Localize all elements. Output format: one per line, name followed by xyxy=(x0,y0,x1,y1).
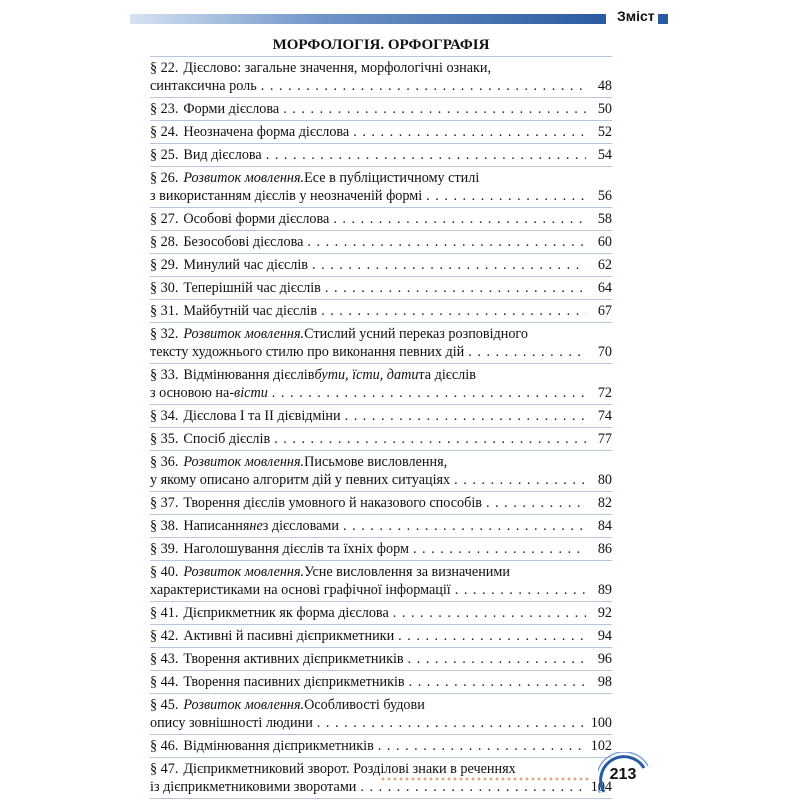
toc-entry-text: Майбутній час дієслів xyxy=(183,303,318,319)
toc-leader-dots xyxy=(345,407,586,425)
toc-entry-line xyxy=(150,540,612,558)
toc-entry[interactable] xyxy=(150,363,612,404)
toc-entry[interactable] xyxy=(150,537,612,560)
toc-page-number: 70 xyxy=(597,344,612,360)
toc-entry-text: та дієслів xyxy=(418,367,476,383)
toc-entry-text: Розвиток мовлення. xyxy=(183,326,305,342)
toc-entry-line xyxy=(150,384,612,402)
toc-entry-text: Активні й пасивні дієприкметники xyxy=(183,628,395,644)
toc-entry-line xyxy=(150,187,612,205)
toc-entry[interactable] xyxy=(150,166,612,207)
toc-page-number: 64 xyxy=(597,280,612,296)
toc-entry[interactable] xyxy=(150,647,612,670)
toc-entry-line xyxy=(150,407,612,425)
toc-entry-number: § 31. xyxy=(150,303,179,319)
toc-leader-dots xyxy=(272,384,586,402)
toc-entry-number: § 36. xyxy=(150,454,179,470)
toc-entry-text: Розвиток мовлення. xyxy=(183,697,305,713)
toc-entry-line xyxy=(150,302,612,320)
toc-entry-text: Розвиток мовлення. xyxy=(183,454,305,470)
toc-entry-line xyxy=(150,146,612,164)
toc-entry-number: § 28. xyxy=(150,234,179,250)
toc-page-number: 67 xyxy=(597,303,612,319)
toc-entry-text: Стислий усний переказ розповідного xyxy=(304,326,528,342)
toc-entry[interactable] xyxy=(150,601,612,624)
page-number-badge xyxy=(598,752,650,796)
header-accent-block xyxy=(658,14,668,24)
toc-entry-text: Дієприкметниковий зворот. Розділові знаки в реченнях xyxy=(183,761,516,777)
toc-entry-line xyxy=(150,343,612,361)
toc-leader-dots xyxy=(393,604,586,622)
toc-entry-line xyxy=(150,430,612,448)
toc-entry-line xyxy=(150,100,612,118)
toc-entry-number: § 35. xyxy=(150,431,179,447)
toc-page-number: 52 xyxy=(597,124,612,140)
toc-entry-number: § 32. xyxy=(150,326,179,342)
toc-leader-dots xyxy=(317,714,586,732)
toc-entry-text: не xyxy=(249,518,263,534)
toc-leader-dots xyxy=(353,123,586,141)
toc-leader-dots xyxy=(455,581,586,599)
toc-page-number: 54 xyxy=(597,147,612,163)
toc-page-number: 98 xyxy=(597,674,612,690)
toc-entry-text: Форми дієслова xyxy=(183,101,280,117)
toc-entry-number: § 43. xyxy=(150,651,179,667)
toc-entry-text: Відмінювання дієприкметників xyxy=(183,738,374,754)
toc-entry-line xyxy=(150,471,612,489)
toc-leader-dots xyxy=(398,627,586,645)
toc-entry[interactable] xyxy=(150,450,612,491)
toc-entry[interactable] xyxy=(150,143,612,166)
toc-entry-line xyxy=(150,627,612,645)
toc-entry-line xyxy=(150,737,612,755)
toc-page-number: 84 xyxy=(597,518,612,534)
toc-entry-number: § 25. xyxy=(150,147,179,163)
toc-entry-line xyxy=(150,233,612,251)
toc-entry-number: § 42. xyxy=(150,628,179,644)
toc-leader-dots xyxy=(409,673,586,691)
toc-entry-text: Дієслова I та II дієвідміни xyxy=(183,408,341,424)
table-of-contents xyxy=(150,56,612,799)
toc-leader-dots xyxy=(283,100,586,118)
toc-entry-number: § 39. xyxy=(150,541,179,557)
toc-entry-text: Минулий час дієслів xyxy=(183,257,308,273)
toc-entry-line xyxy=(150,696,612,714)
toc-entry-text: Усне висловлення за визначеними xyxy=(304,564,510,580)
toc-page-number: 80 xyxy=(597,472,612,488)
toc-page-number: 50 xyxy=(597,101,612,117)
toc-entry-line xyxy=(150,256,612,274)
toc-entry-text: у якому описано алгоритм дій у певних ситуаціях xyxy=(150,472,451,488)
toc-entry-line xyxy=(150,581,612,599)
toc-page-number: 56 xyxy=(597,188,612,204)
toc-entry-text: Написання xyxy=(183,518,250,534)
toc-page-number: 89 xyxy=(597,582,612,598)
toc-entry-text: Дієприкметник як форма дієслова xyxy=(183,605,389,621)
toc-leader-dots xyxy=(468,343,586,361)
toc-entry-number: § 41. xyxy=(150,605,179,621)
toc-leader-dots xyxy=(408,650,586,668)
toc-entry-number: § 22. xyxy=(150,60,179,76)
toc-entry-line xyxy=(150,366,612,384)
toc-entry[interactable] xyxy=(150,120,612,143)
toc-entry-line xyxy=(150,169,612,187)
toc-entry-text: Спосіб дієслів xyxy=(183,431,271,447)
toc-entry-text: Творення активних дієприкметників xyxy=(183,651,404,667)
toc-entry-text: тексту художнього стилю про виконання певних дій xyxy=(150,344,465,360)
toc-entry[interactable] xyxy=(150,491,612,514)
toc-entry-text: бути, їсти, дати xyxy=(314,367,419,383)
toc-entry-number: § 26. xyxy=(150,170,179,186)
toc-page-number: 77 xyxy=(597,431,612,447)
toc-entry-number: § 30. xyxy=(150,280,179,296)
toc-entry-text: синтаксична роль xyxy=(150,78,257,94)
footer-dots xyxy=(380,777,590,781)
toc-entry-text: Наголошування дієслів та їхніх форм xyxy=(183,541,409,557)
toc-entry-line xyxy=(150,563,612,581)
toc-entry-number: § 29. xyxy=(150,257,179,273)
toc-entry[interactable] xyxy=(150,427,612,450)
toc-entry-line xyxy=(150,279,612,297)
toc-entry-line xyxy=(150,760,612,778)
toc-entry-text: Вид дієслова xyxy=(183,147,262,163)
toc-entry-text: з використанням дієслів у неозначеній формі xyxy=(150,188,423,204)
toc-entry[interactable] xyxy=(150,734,612,757)
toc-entry-text: характеристиками на основі графічної інформації xyxy=(150,582,451,598)
toc-entry-number: § 45. xyxy=(150,697,179,713)
toc-entry[interactable] xyxy=(150,670,612,693)
toc-leader-dots xyxy=(454,471,586,489)
toc-leader-dots xyxy=(274,430,586,448)
toc-entry-text: Дієслово: загальне значення, морфологічні ознаки, xyxy=(183,60,492,76)
toc-page-number: 104 xyxy=(590,779,612,795)
toc-entry-text: Неозначена форма дієслова xyxy=(183,124,350,140)
toc-entry-text: Безособові дієслова xyxy=(183,234,304,250)
toc-entry-text: із дієприкметниковими зворотами xyxy=(150,779,357,795)
header-bar xyxy=(130,14,606,24)
toc-page-number: 102 xyxy=(590,738,612,754)
toc-entry-line xyxy=(150,517,612,535)
toc-page-number: 94 xyxy=(597,628,612,644)
toc-entry-number: § 24. xyxy=(150,124,179,140)
toc-page-number: 86 xyxy=(597,541,612,557)
toc-page-number: 100 xyxy=(590,715,612,731)
toc-entry-text: Творення дієслів умовного й наказового способів xyxy=(183,495,482,511)
toc-page-number: 48 xyxy=(597,78,612,94)
toc-leader-dots xyxy=(333,210,586,228)
toc-leader-dots xyxy=(261,77,586,95)
toc-entry-line xyxy=(150,77,612,95)
toc-entry-number: § 34. xyxy=(150,408,179,424)
toc-entry-text: Особливості будови xyxy=(304,697,425,713)
toc-entry-line xyxy=(150,210,612,228)
toc-entry[interactable] xyxy=(150,276,612,299)
toc-leader-dots xyxy=(343,517,586,535)
toc-entry-text: -вісти xyxy=(229,385,268,401)
toc-entry[interactable] xyxy=(150,560,612,601)
toc-entry-text: Розвиток мовлення. xyxy=(183,170,305,186)
toc-entry-line xyxy=(150,650,612,668)
toc-entry[interactable] xyxy=(150,514,612,537)
toc-page-number: 82 xyxy=(597,495,612,511)
toc-entry-number: § 27. xyxy=(150,211,179,227)
toc-entry-text: з дієсловами xyxy=(262,518,340,534)
toc-page-number: 58 xyxy=(597,211,612,227)
toc-leader-dots xyxy=(266,146,586,164)
toc-entry-number: § 37. xyxy=(150,495,179,511)
toc-entry-number: § 38. xyxy=(150,518,179,534)
toc-page-number: 62 xyxy=(597,257,612,273)
toc-entry[interactable] xyxy=(150,207,612,230)
header-title: Зміст xyxy=(617,8,655,24)
toc-entry-line xyxy=(150,494,612,512)
toc-entry-line xyxy=(150,123,612,141)
toc-entry-line xyxy=(150,59,612,77)
toc-entry-number: § 46. xyxy=(150,738,179,754)
toc-page-number: 92 xyxy=(597,605,612,621)
toc-page-number: 96 xyxy=(597,651,612,667)
toc-entry-number: § 23. xyxy=(150,101,179,117)
toc-entry[interactable] xyxy=(150,97,612,120)
toc-entry-text: Особові форми дієслова xyxy=(183,211,330,227)
toc-leader-dots xyxy=(321,302,586,320)
toc-page-number: 74 xyxy=(597,408,612,424)
toc-entry-line xyxy=(150,453,612,471)
toc-entry-line xyxy=(150,325,612,343)
toc-entry[interactable] xyxy=(150,56,612,97)
toc-entry-text: Теперішній час дієслів xyxy=(183,280,321,296)
toc-leader-dots xyxy=(307,233,586,251)
toc-leader-dots xyxy=(426,187,586,205)
toc-leader-dots xyxy=(486,494,586,512)
toc-entry[interactable] xyxy=(150,624,612,647)
toc-entry[interactable] xyxy=(150,299,612,322)
toc-entry-line xyxy=(150,604,612,622)
toc-entry-line xyxy=(150,673,612,691)
toc-entry-text: Письмове висловлення, xyxy=(304,454,448,470)
toc-entry[interactable] xyxy=(150,693,612,734)
toc-entry[interactable] xyxy=(150,230,612,253)
toc-page-number: 60 xyxy=(597,234,612,250)
toc-entry[interactable] xyxy=(150,322,612,363)
toc-leader-dots xyxy=(325,279,586,297)
page-number: 213 xyxy=(609,766,637,783)
toc-entry-text: з основою на xyxy=(150,385,230,401)
toc-entry-number: § 33. xyxy=(150,367,179,383)
toc-entry[interactable] xyxy=(150,253,612,276)
toc-entry-number: § 47. xyxy=(150,761,179,777)
toc-page-number: 72 xyxy=(597,385,612,401)
toc-entry-text: Відмінювання дієслів xyxy=(183,367,315,383)
toc-entry-number: § 44. xyxy=(150,674,179,690)
toc-entry-text: опису зовнішності людини xyxy=(150,715,313,731)
toc-entry-number: § 40. xyxy=(150,564,179,580)
toc-entry-text: Творення пасивних дієприкметників xyxy=(183,674,405,690)
section-title: МОРФОЛОГІЯ. ОРФОГРАФІЯ xyxy=(272,37,490,53)
toc-entry-text: Розвиток мовлення. xyxy=(183,564,305,580)
toc-leader-dots xyxy=(378,737,586,755)
toc-entry-text: Есе в публіцистичному стилі xyxy=(304,170,480,186)
toc-entry[interactable] xyxy=(150,404,612,427)
toc-leader-dots xyxy=(312,256,586,274)
toc-leader-dots xyxy=(413,540,586,558)
toc-entry-line xyxy=(150,714,612,732)
